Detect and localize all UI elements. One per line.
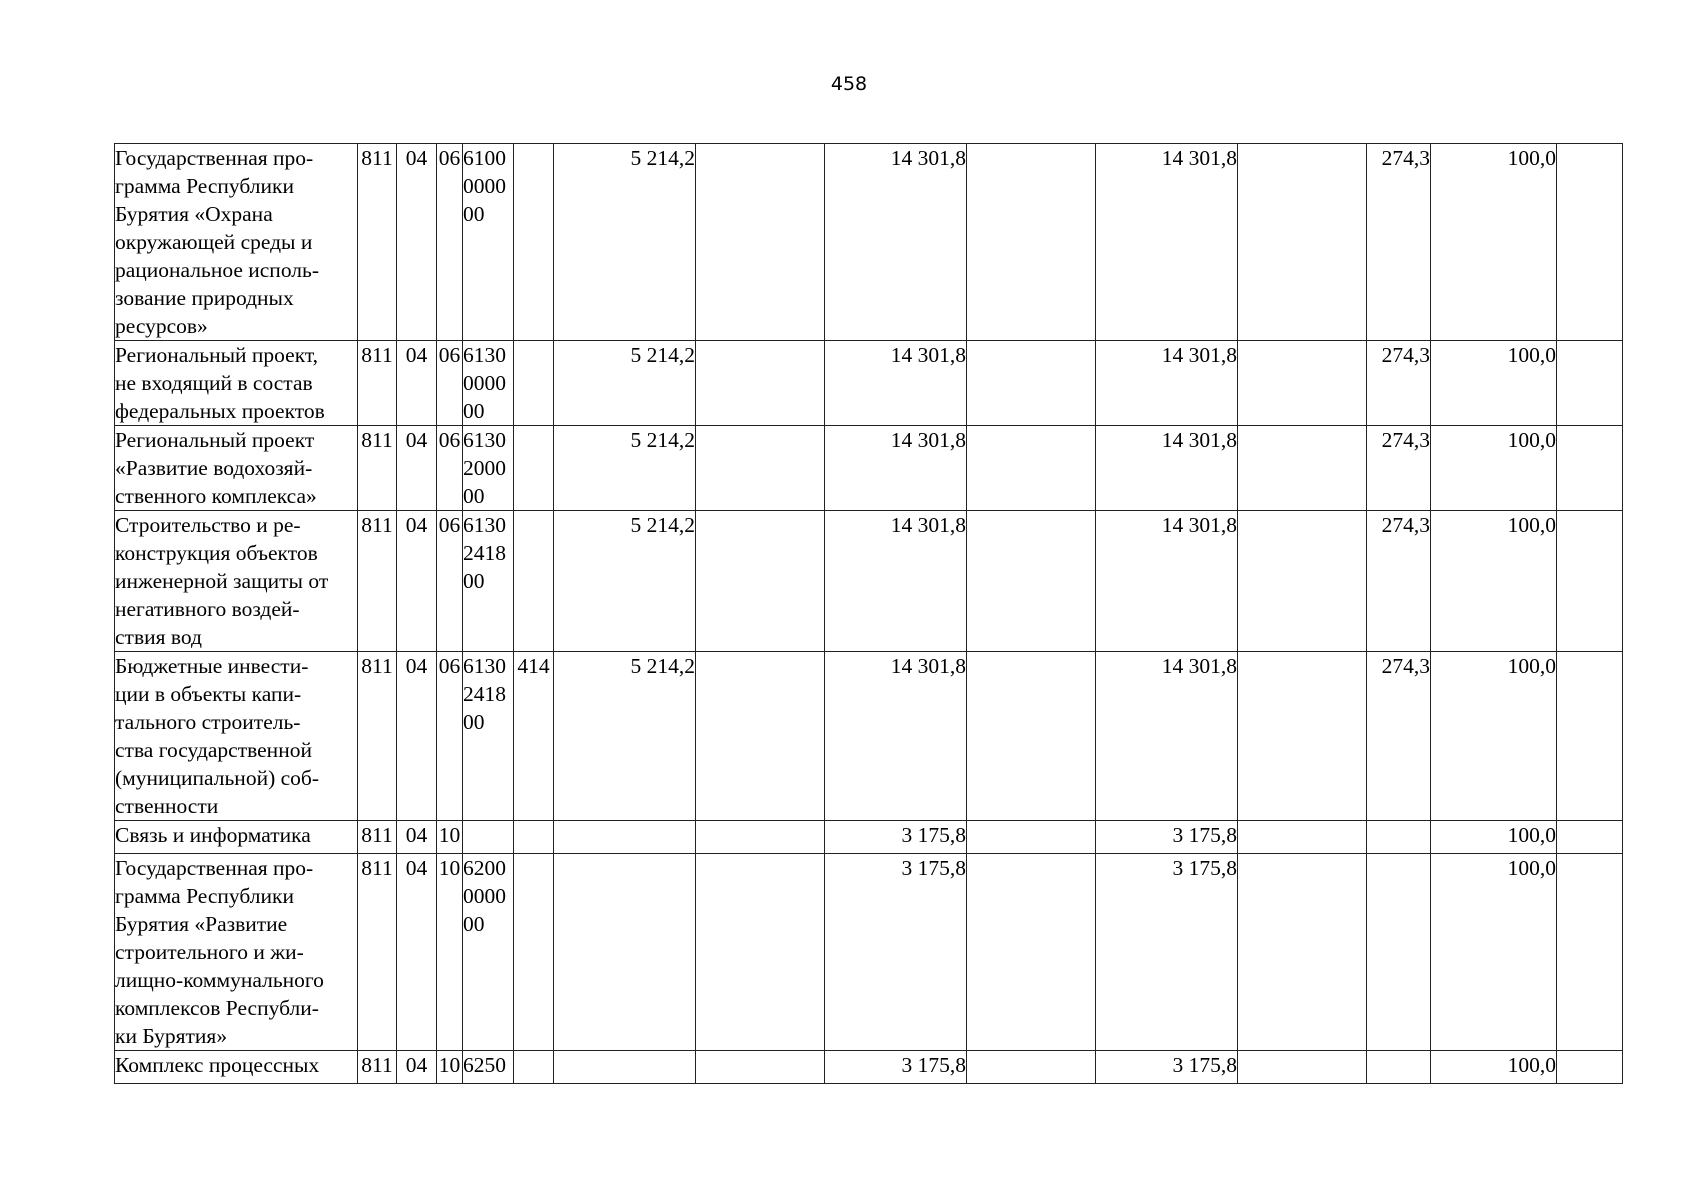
empty-col-4 bbox=[1557, 652, 1623, 821]
empty-col-2 bbox=[967, 426, 1096, 511]
table-row bbox=[115, 854, 1623, 1051]
empty-col-2 bbox=[967, 341, 1096, 426]
empty-col-3 bbox=[1238, 341, 1367, 426]
section-code: 04 bbox=[397, 341, 437, 426]
amount-col-2: 14 301,8 bbox=[825, 144, 967, 341]
table-row bbox=[115, 341, 1623, 426]
target-article-code: 6130 0000 00 bbox=[463, 341, 514, 426]
table-row bbox=[115, 426, 1623, 511]
subsection-code: 06 bbox=[437, 652, 463, 821]
expense-type-code bbox=[514, 854, 554, 1051]
target-article-code: 6130 2418 00 bbox=[463, 652, 514, 821]
amount-col-2: 3 175,8 bbox=[825, 821, 967, 854]
percent-col-2: 100,0 bbox=[1431, 652, 1557, 821]
subsection-code: 06 bbox=[437, 511, 463, 652]
empty-col-3 bbox=[1238, 511, 1367, 652]
expense-type-code bbox=[514, 144, 554, 341]
section-code: 04 bbox=[397, 821, 437, 854]
amount-col-2: 3 175,8 bbox=[825, 854, 967, 1051]
subsection-code: 06 bbox=[437, 144, 463, 341]
empty-col-2 bbox=[967, 652, 1096, 821]
target-article-code: 6250 bbox=[463, 1051, 514, 1084]
empty-col-1 bbox=[696, 1051, 825, 1084]
amount-col-3: 14 301,8 bbox=[1096, 426, 1238, 511]
amount-col-3: 14 301,8 bbox=[1096, 511, 1238, 652]
target-article-code: 6130 2418 00 bbox=[463, 511, 514, 652]
amount-col-1: 5 214,2 bbox=[554, 511, 696, 652]
subsection-code: 06 bbox=[437, 341, 463, 426]
table-row bbox=[115, 144, 1623, 341]
empty-col-1 bbox=[696, 854, 825, 1051]
line-item-name: Связь и информатика bbox=[115, 821, 358, 854]
line-item-name: Государственная про- грамма Республики Бурятия «Развитие строительного и жи- лищно-коммунального комплексов Республи- ки Бурятия» bbox=[115, 854, 358, 1051]
percent-col-2: 100,0 bbox=[1431, 144, 1557, 341]
empty-col-3 bbox=[1238, 426, 1367, 511]
target-article-code: 6130 2000 00 bbox=[463, 426, 514, 511]
amount-col-1 bbox=[554, 1051, 696, 1084]
percent-col-1: 274,3 bbox=[1367, 652, 1431, 821]
ministry-code: 811 bbox=[358, 1051, 397, 1084]
amount-col-3: 3 175,8 bbox=[1096, 1051, 1238, 1084]
amount-col-1 bbox=[554, 854, 696, 1051]
percent-col-1 bbox=[1367, 821, 1431, 854]
empty-col-2 bbox=[967, 821, 1096, 854]
budget-table bbox=[114, 143, 1623, 1084]
percent-col-2: 100,0 bbox=[1431, 426, 1557, 511]
empty-col-4 bbox=[1557, 854, 1623, 1051]
empty-col-2 bbox=[967, 144, 1096, 341]
ministry-code: 811 bbox=[358, 144, 397, 341]
expense-type-code: 414 bbox=[514, 652, 554, 821]
table-row bbox=[115, 511, 1623, 652]
amount-col-2: 14 301,8 bbox=[825, 426, 967, 511]
amount-col-3: 3 175,8 bbox=[1096, 821, 1238, 854]
empty-col-3 bbox=[1238, 854, 1367, 1051]
percent-col-2: 100,0 bbox=[1431, 1051, 1557, 1084]
amount-col-2: 3 175,8 bbox=[825, 1051, 967, 1084]
amount-col-2: 14 301,8 bbox=[825, 341, 967, 426]
empty-col-1 bbox=[696, 144, 825, 341]
section-code: 04 bbox=[397, 854, 437, 1051]
empty-col-1 bbox=[696, 341, 825, 426]
percent-col-1 bbox=[1367, 854, 1431, 1051]
section-code: 04 bbox=[397, 1051, 437, 1084]
empty-col-2 bbox=[967, 511, 1096, 652]
empty-col-4 bbox=[1557, 341, 1623, 426]
line-item-name: Строительство и ре- конструкция объектов инженерной защиты от негативного воздей- ствия вод bbox=[115, 511, 358, 652]
amount-col-1 bbox=[554, 821, 696, 854]
line-item-name: Региональный проект, не входящий в состав федеральных проектов bbox=[115, 341, 358, 426]
table-row bbox=[115, 821, 1623, 854]
ministry-code: 811 bbox=[358, 652, 397, 821]
empty-col-3 bbox=[1238, 652, 1367, 821]
expense-type-code bbox=[514, 1051, 554, 1084]
section-code: 04 bbox=[397, 652, 437, 821]
empty-col-4 bbox=[1557, 426, 1623, 511]
section-code: 04 bbox=[397, 426, 437, 511]
ministry-code: 811 bbox=[358, 341, 397, 426]
amount-col-3: 14 301,8 bbox=[1096, 652, 1238, 821]
line-item-name: Государственная про- грамма Республики Бурятия «Охрана окружающей среды и рациональное исполь- зование природных ресурсов» bbox=[115, 144, 358, 341]
empty-col-4 bbox=[1557, 144, 1623, 341]
target-article-code bbox=[463, 821, 514, 854]
line-item-name: Региональный проект «Развитие водохозяй- ственного комплекса» bbox=[115, 426, 358, 511]
empty-col-4 bbox=[1557, 821, 1623, 854]
amount-col-1: 5 214,2 bbox=[554, 652, 696, 821]
amount-col-3: 3 175,8 bbox=[1096, 854, 1238, 1051]
empty-col-4 bbox=[1557, 1051, 1623, 1084]
percent-col-2: 100,0 bbox=[1431, 511, 1557, 652]
line-item-name: Комплекс процессных bbox=[115, 1051, 358, 1084]
amount-col-2: 14 301,8 bbox=[825, 511, 967, 652]
subsection-code: 10 bbox=[437, 821, 463, 854]
section-code: 04 bbox=[397, 144, 437, 341]
amount-col-3: 14 301,8 bbox=[1096, 341, 1238, 426]
amount-col-3: 14 301,8 bbox=[1096, 144, 1238, 341]
empty-col-3 bbox=[1238, 1051, 1367, 1084]
ministry-code: 811 bbox=[358, 854, 397, 1051]
amount-col-1: 5 214,2 bbox=[554, 144, 696, 341]
table-row bbox=[115, 652, 1623, 821]
percent-col-1: 274,3 bbox=[1367, 144, 1431, 341]
percent-col-2: 100,0 bbox=[1431, 341, 1557, 426]
subsection-code: 06 bbox=[437, 426, 463, 511]
empty-col-4 bbox=[1557, 511, 1623, 652]
amount-col-2: 14 301,8 bbox=[825, 652, 967, 821]
empty-col-1 bbox=[696, 511, 825, 652]
expense-type-code bbox=[514, 511, 554, 652]
empty-col-3 bbox=[1238, 821, 1367, 854]
subsection-code: 10 bbox=[437, 1051, 463, 1084]
page-number: 458 bbox=[830, 73, 868, 95]
subsection-code: 10 bbox=[437, 854, 463, 1051]
percent-col-1: 274,3 bbox=[1367, 511, 1431, 652]
percent-col-1 bbox=[1367, 1051, 1431, 1084]
expense-type-code bbox=[514, 426, 554, 511]
percent-col-2: 100,0 bbox=[1431, 854, 1557, 1051]
expense-type-code bbox=[514, 821, 554, 854]
expense-type-code bbox=[514, 341, 554, 426]
ministry-code: 811 bbox=[358, 511, 397, 652]
ministry-code: 811 bbox=[358, 426, 397, 511]
empty-col-2 bbox=[967, 1051, 1096, 1084]
section-code: 04 bbox=[397, 511, 437, 652]
percent-col-2: 100,0 bbox=[1431, 821, 1557, 854]
empty-col-1 bbox=[696, 821, 825, 854]
empty-col-1 bbox=[696, 426, 825, 511]
ministry-code: 811 bbox=[358, 821, 397, 854]
empty-col-3 bbox=[1238, 144, 1367, 341]
target-article-code: 6200 0000 00 bbox=[463, 854, 514, 1051]
percent-col-1: 274,3 bbox=[1367, 341, 1431, 426]
table-row bbox=[115, 1051, 1623, 1084]
empty-col-1 bbox=[696, 652, 825, 821]
percent-col-1: 274,3 bbox=[1367, 426, 1431, 511]
amount-col-1: 5 214,2 bbox=[554, 341, 696, 426]
line-item-name: Бюджетные инвести- ции в объекты капи- тального строитель- ства государственной (муниципальной) соб- ственности bbox=[115, 652, 358, 821]
target-article-code: 6100 0000 00 bbox=[463, 144, 514, 341]
empty-col-2 bbox=[967, 854, 1096, 1051]
amount-col-1: 5 214,2 bbox=[554, 426, 696, 511]
